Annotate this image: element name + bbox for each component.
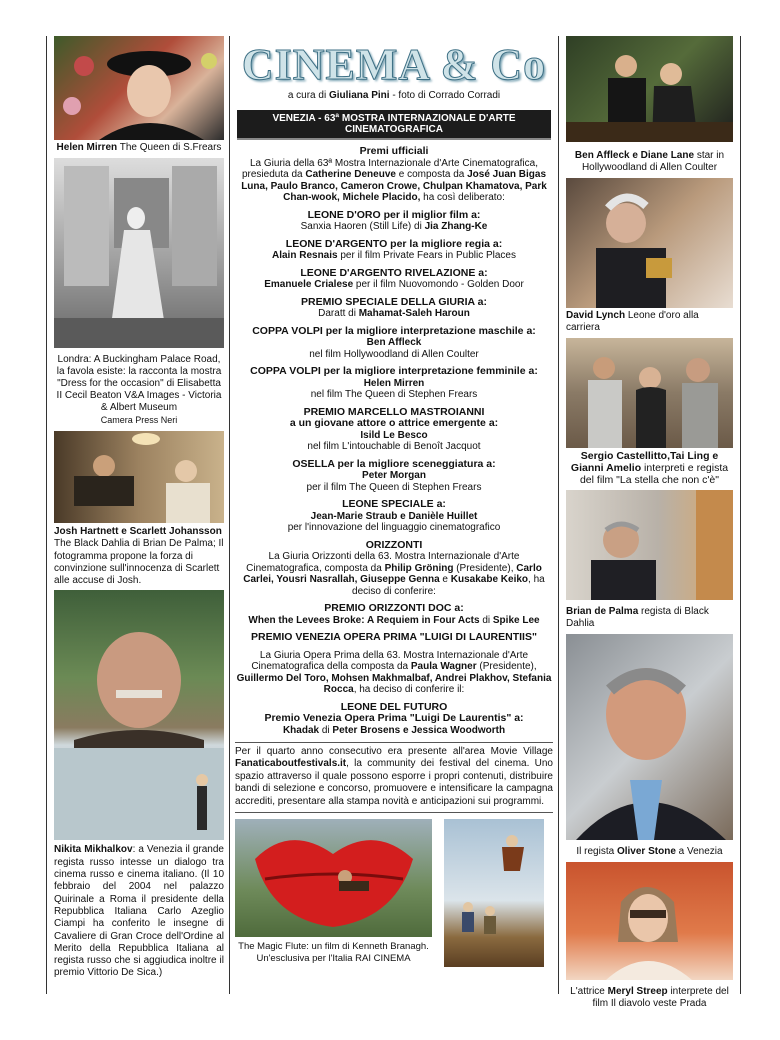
caption-helen-mirren: Helen Mirren The Queen di S.Frears xyxy=(56,142,222,153)
caption-magic-flute: The Magic Flute: un film di Kenneth Branagh. Un'esclusiva per l'Italia RAI CINEMA xyxy=(238,941,429,965)
photo-oliver-stone xyxy=(566,634,733,840)
magazine-title: CINEMA & Co xyxy=(241,40,547,89)
award-mastroianni: PREMIO MARCELLO MASTROIANNI a un giovane attore o attrice emergente a: Isild Le Besco nel film L'intouchable di Benoît Jacquot xyxy=(289,405,499,452)
stone-graphic xyxy=(566,634,733,840)
lynch-graphic xyxy=(566,178,733,308)
photo-magic-flute-lips xyxy=(235,819,432,937)
photo-buckingham xyxy=(54,158,224,348)
photo-black-dahlia xyxy=(54,431,224,523)
caption-castellitto: Sergio Castellitto,Tai Ling e Gianni Amelio interpreti e regista del film "La stella che non c'è" xyxy=(570,450,729,486)
award-coppa-volpi-m: COPPA VOLPI per la migliore interpretazione maschile a: Ben Affleck nel film Hollywoodland di Allen Coulter xyxy=(252,324,536,360)
award-osella: OSELLA per la migliore sceneggiatura a: Peter Morgan per il film The Queen di Stephen Frears xyxy=(292,457,496,493)
award-coppa-volpi-f: COPPA VOLPI per la migliore interpretazione femminile a: Helen Mirren nel film The Queen di Stephen Frears xyxy=(250,365,538,400)
caption-black-dahlia: Josh Hartnett e Scarlett Johansson The Black Dahlia di Brian De Palma; Il fotogramma propone la forza di convinzione sull'innocenza di Scarlett alle accuse di Josh. xyxy=(54,526,224,587)
section-banner: VENEZIA - 63ª MOSTRA INTERNAZIONALE D'ARTE CINEMATOGRAFICA xyxy=(237,110,551,140)
photo-meryl-streep xyxy=(566,862,733,980)
portrait-graphic xyxy=(54,36,224,140)
award-leone-oro: LEONE D'ORO per il miglior film a: Sanxia Haoren (Still Life) di Jia Zhang-Ke xyxy=(300,208,488,232)
bw-portrait-graphic xyxy=(54,158,224,348)
award-premio-speciale: PREMIO SPECIALE DELLA GIURIA a: Daratt di Mahamat-Saleh Haroun xyxy=(301,295,487,319)
screen-portrait-graphic xyxy=(54,590,224,840)
left-column xyxy=(54,36,224,983)
photo-helen-mirren xyxy=(54,36,224,140)
right-column xyxy=(566,36,733,1014)
couple-graphic xyxy=(566,36,733,142)
lips-graphic xyxy=(235,819,432,937)
caption-mikhalkov: Nikita Mikhalkov: a Venezia il grande regista russo intesse un dialogo tra cinema russo e cinema italiano. (Il 10 febbraio del 2004 nel palazzo Quirinale a Roma il presidente della Repubblica Italiana Carlo Azeglio Ciampi ha conferito le insegne di Cavaliere di Gran Croce dell'Ordine al Merito della Repubblica Italiana al regista russo che si aggiudica inoltre il premio Vittorio De Sica.) xyxy=(54,844,224,979)
award-orizzonti-doc: PREMIO ORIZZONTI DOC a: When the Levees Broke: A Requiem in Four Acts di Spike Lee xyxy=(248,602,540,626)
caption-de-palma: Brian de Palma regista di Black Dahlia xyxy=(566,606,709,629)
caption-david-lynch: David Lynch Leone d'oro alla carriera xyxy=(566,310,699,333)
awards-intro: Premi ufficiali La Giuria della 63ª Mostra Internazionale d'Arte Cinematografica, presieduta da Catherine Deneuve e composta da José Juan Bigas Luna, Paulo Branco, Cameron Crowe, Chulpan Khamatova, Park Chan-wook, Michele Placido, ha così deliberato: xyxy=(241,145,547,203)
column-rule xyxy=(46,36,47,994)
center-column xyxy=(235,42,553,965)
photo-mikhalkov xyxy=(54,590,224,840)
film-still-graphic xyxy=(54,431,224,523)
award-leone-argento: LEONE D'ARGENTO per la migliore regia a: Alain Resnais per il film Private Fears in Public Places xyxy=(272,237,516,261)
photo-de-palma xyxy=(566,490,733,600)
award-leone-rivelazione: LEONE D'ARGENTO RIVELAZIONE a: Emanuele Crialese per il film Nuovomondo - Golden Door xyxy=(264,266,524,290)
award-opera-prima: PREMIO VENEZIA OPERA PRIMA "LUIGI DI LAURENTIIS" La Giuria Opera Prima della 63. Mostra Internazionale d'Arte Cinematografica della composta da Paula Wagner (Presidente), Guillermo Del Toro, Mohsen Makhmalbaf, Andrei Plakhov, Stefania Rocca, ha deciso di conferire il: xyxy=(236,631,552,695)
depalma-graphic xyxy=(566,490,733,600)
trio-graphic xyxy=(566,338,733,448)
caption-affleck-lane: Ben Affleck e Diane Lane star in Hollywoodland di Allen Coulter xyxy=(574,150,725,173)
photo-castellitto xyxy=(566,338,733,448)
credit-line: a cura di Giuliana Pini - foto di Corrado Corradi xyxy=(287,90,501,101)
column-rule xyxy=(740,36,741,994)
column-rule xyxy=(229,36,230,994)
caption-oliver-stone: Il regista Oliver Stone a Venezia xyxy=(576,846,723,857)
award-leone-speciale: LEONE SPECIALE a: Jean-Marie Straub e Danièle Huillet per l'innovazione del linguaggio cinematografico xyxy=(287,498,501,533)
flying-graphic xyxy=(444,819,544,967)
orizzonti-section: ORIZZONTI La Giuria Orizzonti della 63. Mostra Internazionale d'Arte Cinematografica, composta da Philip Gröning (Presidente), Carlo Carlei, Yousri Nasrallah, Giuseppe Genna e Kusakabe Keiko, ha deciso di conferire: xyxy=(243,538,545,597)
festival-paragraph: Per il quarto anno consecutivo era presente all'area Movie Village Fanaticaboutfestivals.it, la community dei festival del cinema. Uno spazio attraverso il quale possono esporre i propri contenuti, distribuire bandi di selezione e concorso, promuovere e intensificare la campagna accrediti, presentare alla stampa novità e anticipazioni sui programmi. xyxy=(235,742,553,813)
caption-buckingham: Londra: A Buckingham Palace Road, la favola esiste: la racconta la mostra "Dress for the occasion" di Elisabetta II Cecil Beaton V&A Images - Victoria & Albert Museum Camera Press Neri xyxy=(56,354,222,425)
photo-affleck-lane xyxy=(566,36,733,142)
photo-magic-flute-flying xyxy=(444,819,544,967)
streep-graphic xyxy=(566,862,733,980)
column-rule xyxy=(558,36,559,994)
photo-david-lynch xyxy=(566,178,733,308)
center-photos xyxy=(235,819,553,979)
caption-meryl-streep: L'attrice Meryl Streep interprete del film Il diavolo veste Prada xyxy=(570,986,729,1009)
award-leone-futuro: LEONE DEL FUTURO Premio Venezia Opera Prima "Luigi De Laurentis" a: Khadak di Peter Brosens e Jessica Woodworth xyxy=(264,700,524,736)
